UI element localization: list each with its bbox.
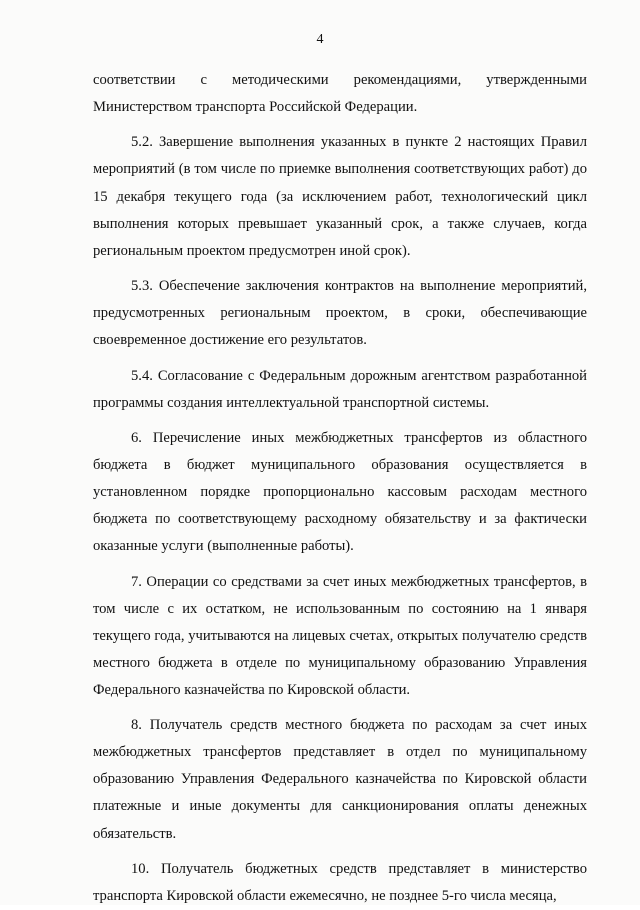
paragraph-7: 7. Операции со средствами за счет иных межбюджетных трансфертов, в том числе с их остатком, не использованным по состоянию на 1 января текущего года, учитываются на лицевых счетах, открытых получателю средств местного бюджета в отделе по муниципальному образованию Управления Федерального казначейства по Кировской области. <box>93 573 587 698</box>
paragraph-10: 10. Получатель бюджетных средств представляет в министерство транспорта Кировской области ежемесячно, не позднее 5-го числа месяца, <box>93 860 587 904</box>
paragraph-5-2: 5.2. Завершение выполнения указанных в пункте 2 настоящих Правил мероприятий (в том числе по приемке выполнения соответствующих работ) до 15 декабря текущего года (за исключением работ, технологический цикл выполнения которых превышает указанный срок, а также случаев, когда региональным проектом предусмотрен иной срок). <box>93 134 587 259</box>
page-number: 4 <box>316 32 324 47</box>
paragraph-5-4: 5.4. Согласование с Федеральным дорожным агентством разработанной программы создания интеллектуальной транспортной системы. <box>93 367 587 411</box>
paragraph-8: 8. Получатель средств местного бюджета по расходам за счет иных межбюджетных трансфертов представляет в отдел по муниципальному образованию Управления Федерального казначейства по Кировской области платежные и иные документы для санкционирования оплаты денежных обязательств. <box>93 717 587 842</box>
paragraph-continuation: соответствии с методическими рекомендациями, утвержденными Министерством транспорта Российской Федерации. <box>93 72 587 116</box>
paragraph-6: 6. Перечисление иных межбюджетных трансфертов из областного бюджета в бюджет муниципального образования осуществляется в установленном порядке пропорционально кассовым расходам местного бюджета по соответствующему расходному обязательству и за фактически оказанные услуги (выполненные работы). <box>93 429 587 555</box>
paragraph-5-3: 5.3. Обеспечение заключения контрактов на выполнение мероприятий, предусмотренных региональным проектом, в сроки, обеспечивающие своевременное достижение его результатов. <box>93 278 587 349</box>
document-body <box>93 67 587 910</box>
